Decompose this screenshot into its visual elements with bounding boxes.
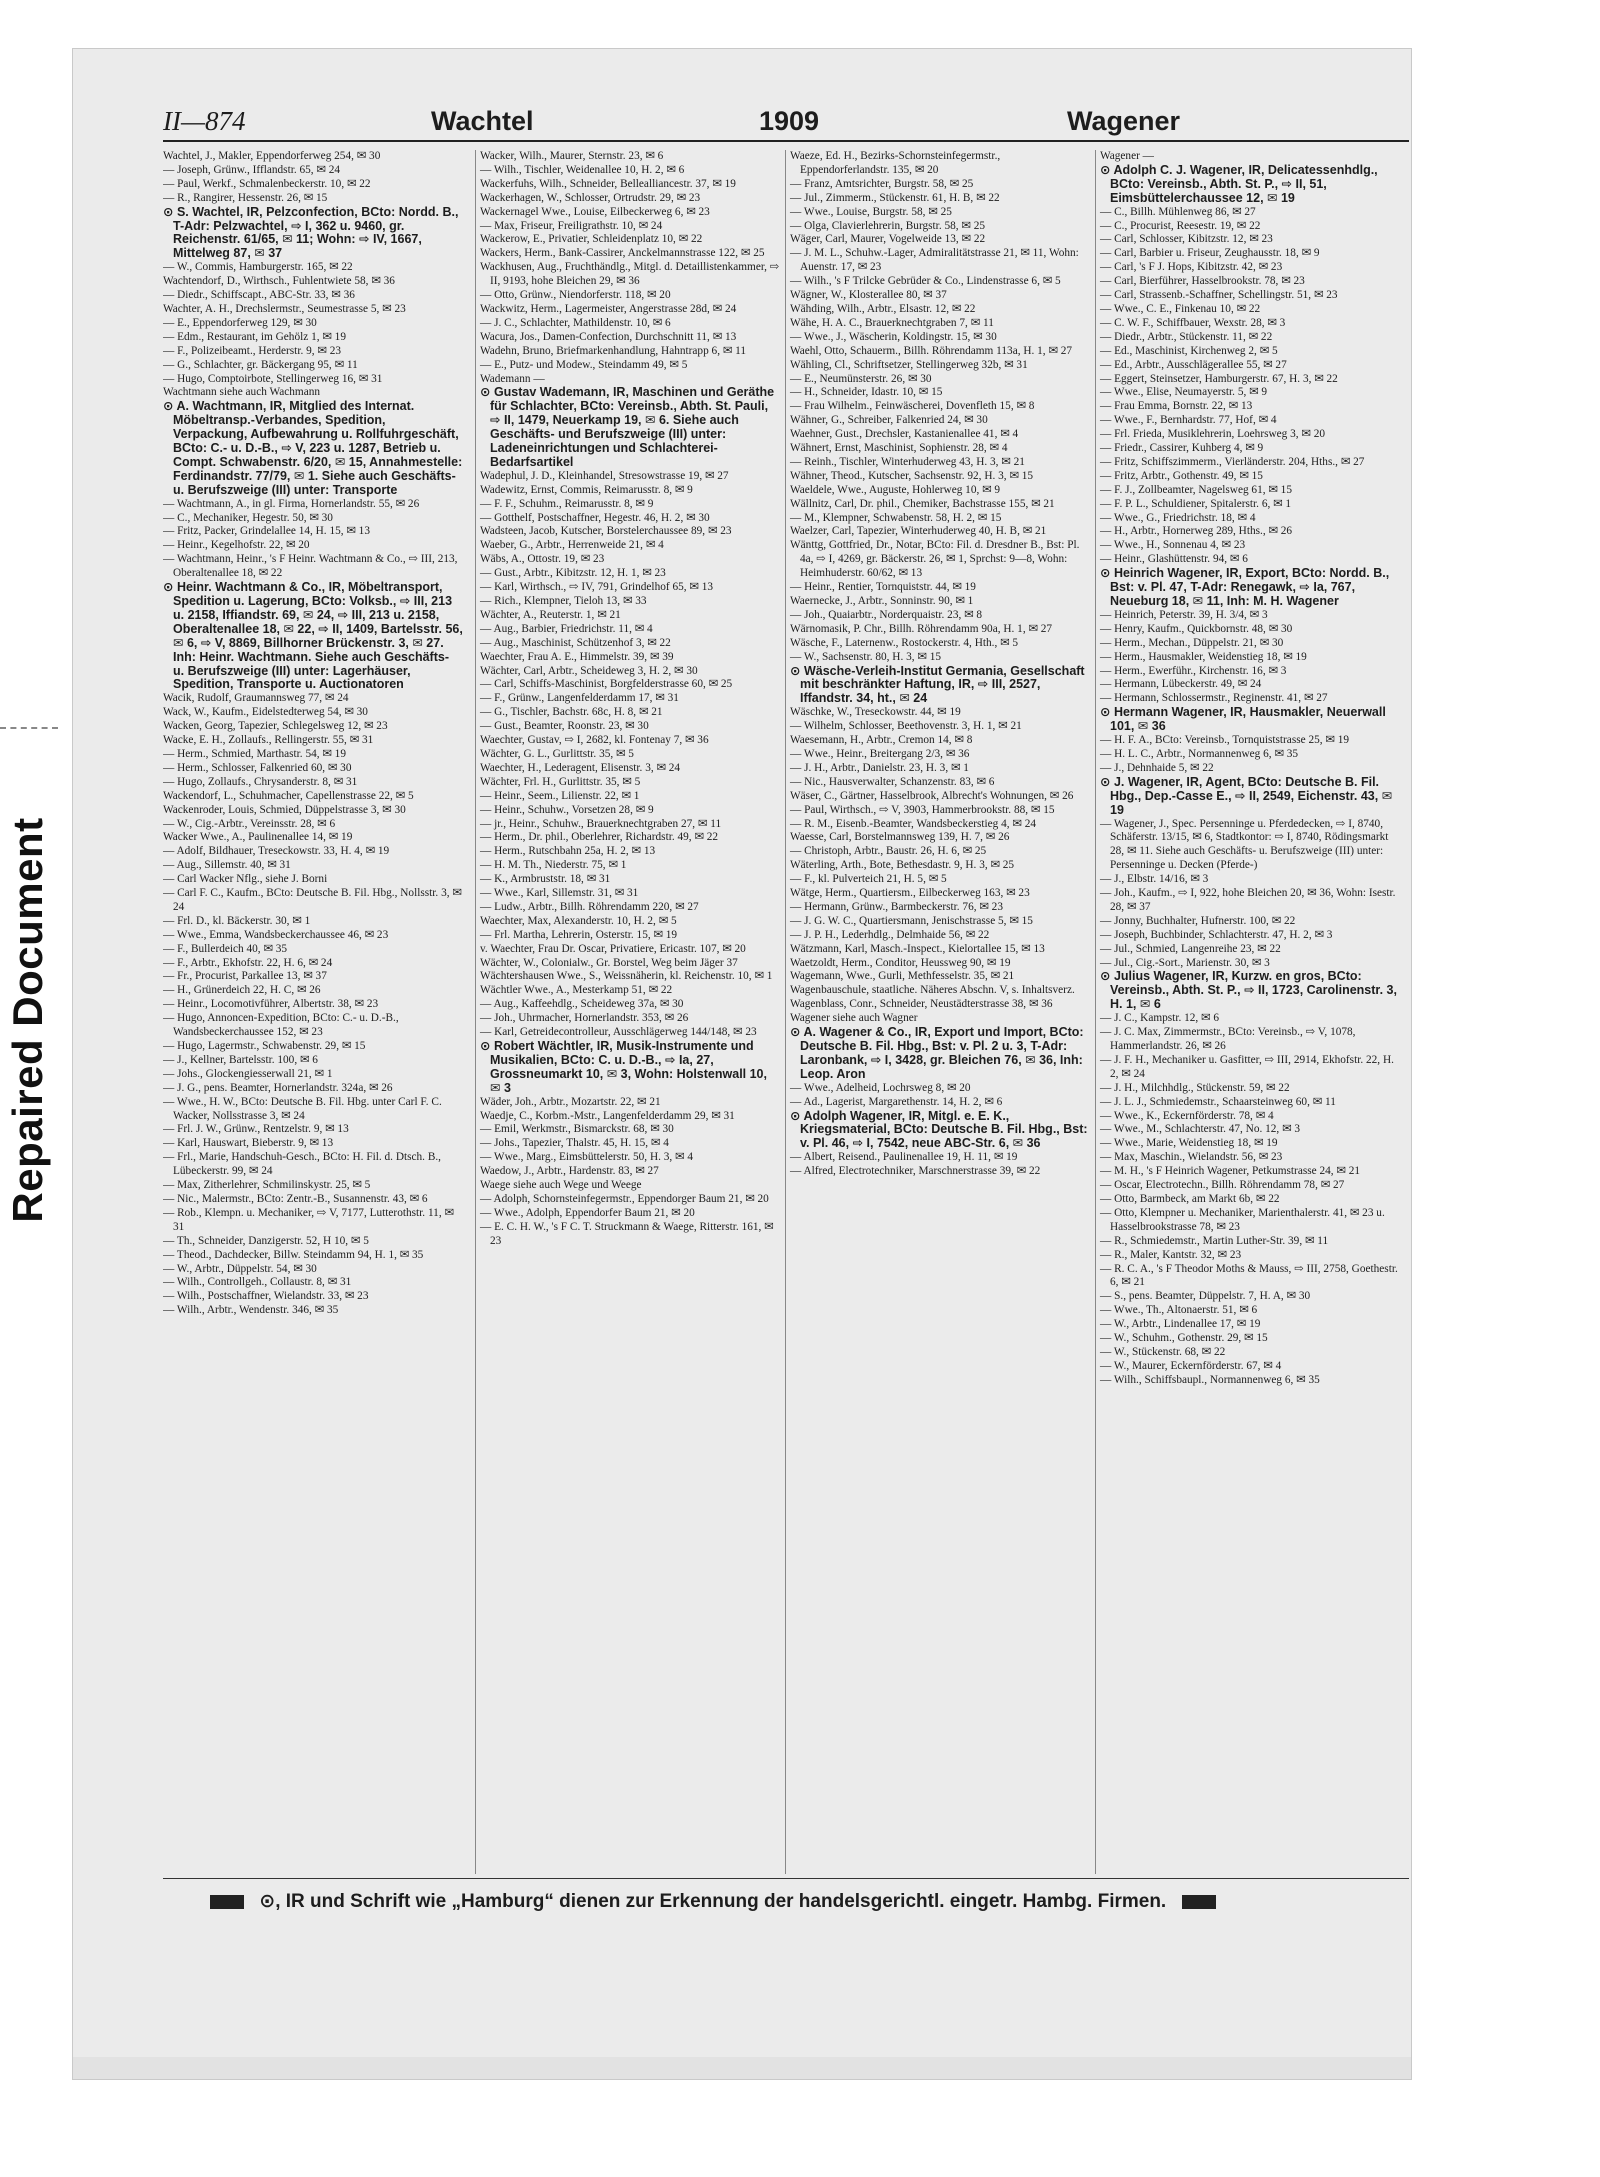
directory-entry: — J., Kellner, Bartelsstr. 100, ✉ 6 [163,1053,318,1066]
directory-entry: — Th., Schneider, Danzigerstr. 52, H 10, ✉ 5 [163,1234,369,1247]
directory-entry: Waechter, Gustav, ⇨ I, 2682, kl. Fontenay 7, ✉ 36 [480,734,709,747]
directory-entry: — W., Maurer, Eckernförderstr. 67, ✉ 4 [1100,1359,1282,1372]
directory-entry: — Wilh., Schiffsbaupl., Normannenweg 6, ✉ 35 [1100,1373,1320,1386]
directory-entry: — Aug., Maschinist, Schützenhof 3, ✉ 22 [480,636,671,649]
directory-entry: Waesse, Carl, Borstelmannsweg 139, H. 7, ✉ 26 [790,831,1010,844]
directory-entry: — F., Bullerdeich 40, ✉ 35 [163,942,288,955]
directory-entry: — Wilhelm, Schlosser, Beethovenstr. 3, H. 1, ✉ 21 [790,720,1022,733]
directory-entry: Wachtendorf, D., Wirthsch., Fuhlentwiete 58, ✉ 36 [163,275,395,288]
directory-entry: — Joh., Uhrmacher, Hornerlandstr. 353, ✉ 26 [480,1012,689,1025]
directory-entry: — Gust., Arbtr., Kibitzstr. 12, H. 1, ✉ 23 [480,567,666,580]
directory-entry: — Heinr., Rentier, Tornquiststr. 44, ✉ 19 [790,581,976,594]
directory-entry: — Karl, Wirthsch., ⇨ IV, 791, Grindelhof 65, ✉ 13 [480,581,713,594]
directory-entry: — Frau Wilhelm., Feinwäscherei, Dovenfleth 15, ✉ 8 [790,400,1035,413]
directory-entry: — Karl, Hauswart, Bieberstr. 9, ✉ 13 [163,1137,334,1150]
directory-entry: — Wwe., H. W., BCto: Deutsche B. Fil. Hbg. unter Carl F. C. Wacker, Nollsstrasse 3, ✉ 24 [163,1095,442,1122]
directory-entry: — Joseph, Buchbinder, Schlachterstr. 47, H. 2, ✉ 3 [1100,928,1333,941]
directory-entry: — F. P. L., Schuldiener, Spitalerstr. 6, ✉ 1 [1100,497,1292,510]
directory-entry: Wack, W., Kaufm., Eidelstedterweg 54, ✉ 30 [163,706,368,719]
directory-entry: — Frl. Frieda, Musiklehrerin, Loehrsweg 3, ✉ 20 [1100,428,1326,441]
directory-entry: ⊙ Robert Wächtler, IR, Musik-Instrumente und Musikalien, BCto: C. u. D.-B., ⇨ Ia, 27, Grossneumarkt 10, ✉ 3, Wohn: Holstenwall 10, ✉ 3 [480,1039,767,1095]
pointing-hand-icon [1182,1895,1216,1909]
directory-entry: Waelzer, Carl, Tapezier, Winterhuderweg 40, H. B, ✉ 21 [790,525,1047,538]
directory-entry: — Jul., Cig.-Sort., Marienstr. 30, ✉ 3 [1100,956,1270,969]
directory-entry: — Heinr., Kegelhofstr. 22, ✉ 20 [163,539,310,552]
directory-entry: — Eggert, Steinsetzer, Hamburgerstr. 67, H. 3, ✉ 22 [1100,372,1338,385]
directory-entry: ⊙ J. Wagener, IR, Agent, BCto: Deutsche B. Fil. Hbg., Dep.-Casse E., ⇨ II, 2549, Eichenstr. 43, ✉ 19 [1100,774,1393,817]
directory-entry: Wäder, Joh., Arbtr., Mozartstr. 22, ✉ 21 [480,1095,661,1108]
directory-entry: Wähner, Theod., Kutscher, Sachsenstr. 92, H. 3, ✉ 15 [790,469,1034,482]
directory-entry: — Joseph, Grünw., Ifflandstr. 65, ✉ 24 [163,163,341,176]
directory-entry: ⊙ Heinrich Wagener, IR, Export, BCto: Nordd. B., Bst: v. Pl. 47, T-Adr: Renegawk, ⇨ Ia, 767, Neueburg 18, ✉ 11, Inh: M. H. Wagener [1100,566,1390,608]
directory-entry: — W., Cig.-Arbtr., Vereinsstr. 28, ✉ 6 [163,817,336,830]
directory-entry: Waechter, Max, Alexanderstr. 10, H. 2, ✉ 5 [480,914,677,927]
pointing-hand-icon [210,1895,244,1909]
directory-entry: Wähnert, Ernst, Maschinist, Sophienstr. 28, ✉ 4 [790,442,1008,455]
directory-entry: — Hermann, Grünw., Barmbeckerstr. 76, ✉ 23 [790,900,1003,913]
directory-entry: — Wachtmann, A., in gl. Firma, Hornerlandstr. 55, ✉ 26 [163,497,420,510]
directory-entry: — Aug., Sillemstr. 40, ✉ 31 [163,859,291,872]
directory-entry: Wäbs, A., Ottostr. 19, ✉ 23 [480,553,605,566]
directory-entry: Waechter, Frau A. E., Himmelstr. 39, ✉ 39 [480,650,674,663]
directory-entry: Wadephul, J. D., Kleinhandel, Stresowstrasse 19, ✉ 27 [480,469,729,482]
directory-entry: — Wilh., Tischler, Weidenallee 10, H. 2, ✉ 6 [480,163,685,176]
directory-entry: — Herm., Schlosser, Falkenried 60, ✉ 30 [163,761,352,774]
directory-entry: ⊙ Heinr. Wachtmann & Co., IR, Möbeltransport, Spedition u. Lagerung, BCto: Volksb., ⇨ III, 213 u. 2158, Iffiandstr. 69, ✉ 24, ⇨ III, 213 u. 2158, Oberaltenallee 18, ✉ 22, ⇨ II, 1409, Bartelsstr. 56, ✉ 6, ⇨ V, 8869, Billhorner Brückenstr. 3, ✉ 27. Inh: Heinr. Wachtmann. Siehe auch Geschäfts- u. Berufszweige (III) unter: Lagerhäuser, Spedition, Transporte u. Auctionatoren [163,580,463,692]
directory-entry: Wäsche, F., Laternenw., Rostockerstr. 4, Hth., ✉ 5 [790,636,1019,649]
directory-entry: Wänttg, Gottfried, Dr., Notar, BCto: Fil. d. Dresdner B., Bst: Pl. 4a, ⇨ I, 4269, gr. Bäckerstr. 26, ✉ 1, Sprchst: 9—8, Wohn: Heimhuderstr. 60/62, ✉ 13 [790,539,1080,580]
directory-entry: Waege siehe auch Wege und Weege [480,1179,642,1192]
directory-entry: Wacik, Rudolf, Graumannsweg 77, ✉ 24 [163,692,349,705]
directory-entry: — Otto, Grünw., Niendorferstr. 118, ✉ 20 [480,289,671,302]
directory-entry: — Wwe., Th., Altonaerstr. 51, ✉ 6 [1100,1304,1258,1317]
directory-entry: — Hugo, Annoncen-Expedition, BCto: C.- u. D.-B., Wandsbeckerchaussee 152, ✉ 23 [163,1012,399,1039]
directory-entry: — Wwe., G., Friedrichstr. 18, ✉ 4 [1100,511,1256,524]
directory-entry: — Franz, Amtsrichter, Burgstr. 58, ✉ 25 [790,177,974,190]
directory-entry: Wägner, W., Klosterallee 80, ✉ 37 [790,289,947,302]
directory-entry: Wadehn, Bruno, Briefmarkenhandlung, Hahntrapp 6, ✉ 11 [480,344,747,357]
directory-entry: — Wilh., Postschaffner, Wielandstr. 33, ✉ 23 [163,1290,369,1303]
directory-entry: — Jul., Zimmerm., Stückenstr. 61, H. B, ✉ 22 [790,191,1000,204]
directory-entry: ⊙ Hermann Wagener, IR, Hausmakler, Neuerwall 101, ✉ 36 [1100,705,1386,734]
directory-entry: — Johs., Tapezier, Thalstr. 45, H. 15, ✉ 4 [480,1137,669,1150]
directory-entry: — Wilh., 's F Trilcke Gebrüder & Co., Lindenstrasse 6, ✉ 5 [790,275,1061,288]
directory-entry: — Joh., Quaiarbtr., Norderquaistr. 23, ✉ 8 [790,608,983,621]
directory-entry: Wätzmann, Karl, Masch.-Inspect., Kielortallee 15, ✉ 13 [790,942,1045,955]
directory-entry: Waehl, Otto, Schauerm., Billh. Röhrendamm 113a, H. 1, ✉ 27 [790,344,1073,357]
directory-entry: Wacke, E. H., Zollaufs., Rellingerstr. 55, ✉ 31 [163,734,374,747]
directory-entry: Wäger, Carl, Maurer, Vogelweide 13, ✉ 22 [790,233,986,246]
directory-entry: — Jul., Schmied, Langenreihe 23, ✉ 22 [1100,942,1281,955]
directory-entry: Waernecke, J., Arbtr., Sonninstr. 90, ✉ 1 [790,595,974,607]
directory-entry: — Theod., Dachdecker, Billw. Steindamm 94, H. 1, ✉ 35 [163,1248,424,1261]
directory-entry: — F., Polizeibeamt., Herderstr. 9, ✉ 23 [163,344,341,357]
directory-entry: — J., Elbstr. 14/16, ✉ 3 [1100,873,1209,886]
directory-entry: — J. C. Max, Zimmermstr., BCto: Vereinsb., ⇨ V, 1078, Hammerlandstr. 26, ✉ 26 [1100,1026,1356,1052]
directory-entry: Wätge, Herm., Quartiersm., Eilbeckerweg 163, ✉ 23 [790,887,1030,900]
directory-entry: — Heinr., Seem., Lilienstr. 22, ✉ 1 [480,789,640,802]
directory-entry: Waechter, H., Lederagent, Elisenstr. 3, ✉ 24 [480,761,681,774]
directory-entry: — Ed., Arbtr., Ausschlägerallee 55, ✉ 27 [1100,358,1287,371]
directory-entry: — Carl, Schiffs-Maschinist, Borgfelderstrasse 60, ✉ 25 [480,678,733,691]
directory-entry: — F. F., Schuhm., Reimarusstr. 8, ✉ 9 [480,497,654,510]
directory-entry: — Max, Friseur, Freiligrathstr. 10, ✉ 24 [480,219,663,232]
directory-entry: — Emil, Werkmstr., Bismarckstr. 68, ✉ 30 [480,1123,674,1136]
directory-entry: — Heinrich, Peterstr. 39, H. 3/4, ✉ 3 [1100,608,1268,621]
directory-entry: — Frl., Marie, Handschuh-Gesch., BCto: H. Fil. d. Dtsch. B., Lübeckerstr. 99, ✉ 24 [163,1151,442,1178]
directory-entry: Wackhusen, Aug., Fruchthändlg., Mitgl. d. Detaillistenkammer, ⇨ II, 9193, hohe Bleichen 29, ✉ 36 [480,261,780,288]
directory-entry: Wähe, H. A. C., Brauerknechtgraben 7, ✉ 11 [790,316,994,329]
directory-entry: — Max, Maschin., Wielandstr. 56, ✉ 23 [1100,1151,1283,1164]
directory-entry: Wackerfuhs, Wilh., Schneider, Bellealliancestr. 37, ✉ 19 [480,177,736,190]
directory-entry: ⊙ Adolph Wagener, IR, Mitgl. e. E. K., Kriegsmaterial, BCto: Deutsche B. Fil. Hbg., Bst: v. Pl. 46, ⇨ I, 7542, neue ABC-Str. 6, ✉ 36 [790,1108,1088,1151]
directory-entry: — J. M. L., Schuhw.-Lager, Admiralitätstrasse 21, ✉ 11, Wohn: Auenstr. 17, ✉ 23 [790,247,1079,274]
directory-entry: Wachtmann siehe auch Wachmann [163,386,321,399]
header-first-name: Wachtel [431,106,534,136]
directory-entry: — J. C., Kampstr. 12, ✉ 6 [1100,1012,1219,1025]
directory-entry: — J. F. H., Mechaniker u. Gasfitter, ⇨ III, 2914, Ekhofstr. 22, H. 2, ✉ 24 [1100,1053,1394,1080]
directory-entry: Wachtel, J., Makler, Eppendorferweg 254, ✉ 30 [163,150,381,162]
directory-entry: — Frl. J. W., Grünw., Rentzelstr. 9, ✉ 13 [163,1123,349,1136]
directory-entry: — Carl, Barbier u. Friseur, Zeughausstr. 18, ✉ 9 [1100,247,1320,260]
directory-entry: — Herm., Rutschbahn 25a, H. 2, ✉ 13 [480,845,656,858]
directory-column-4 [1095,150,1400,1874]
directory-entry: — Max, Zitherlehrer, Schmilinskystr. 25, ✉ 5 [163,1179,371,1192]
directory-entry: — Joh., Kaufm., ⇨ I, 922, hohe Bleichen 20, ✉ 36, Wohn: Isestr. 28, ✉ 37 [1100,887,1396,913]
directory-entry: — Wwe., Emma, Wandsbeckerchaussee 46, ✉ 23 [163,928,389,941]
directory-entry: — Wwe., H., Sonnenau 4, ✉ 23 [1100,539,1246,552]
directory-entry: — H., Schneider, Idastr. 10, ✉ 15 [790,386,943,399]
directory-entry: — Hermann, Schlossermstr., Reginenstr. 41, ✉ 27 [1100,692,1328,705]
directory-entry: — Diedr., Schiffscapt., ABC-Str. 33, ✉ 36 [163,289,355,302]
directory-entry: — Wwe., F., Bernhardstr. 77, Hof, ✉ 4 [1100,414,1277,427]
directory-entry: — Diedr., Arbtr., Stückenstr. 11, ✉ 22 [1100,330,1273,343]
directory-entry: — M., Klempner, Schwabenstr. 58, H. 2, ✉ 15 [790,511,1002,524]
directory-entry: Wagener siehe auch Wagner [790,1012,918,1025]
directory-entry: — F., Arbtr., Ekhofstr. 22, H. 6, ✉ 24 [163,956,333,969]
directory-entry: — J. H., Milchhdlg., Stückenstr. 59, ✉ 22 [1100,1081,1290,1094]
directory-entry: — W., Sachsenstr. 80, H. 3, ✉ 15 [790,650,941,663]
directory-entry: — Edm., Restaurant, im Gehölz 1, ✉ 19 [163,330,346,343]
directory-entry: — Christoph, Arbtr., Baustr. 26, H. 6, ✉ 25 [790,845,987,858]
directory-entry: — Gotthelf, Postschaffner, Hegestr. 46, H. 2, ✉ 30 [480,511,710,524]
directory-column-3 [785,150,1090,1874]
directory-entry: — Ludw., Arbtr., Billh. Röhrendamm 220, ✉ 27 [480,900,699,913]
directory-entry: ⊙ A. Wagener & Co., IR, Export und Import, BCto: Deutsche B. Fil. Hbg., Bst: v. Pl. 2 u. 3, T-Adr: Laronbank, ⇨ I, 3428, gr. Bleichen 76, ✉ 36, Inh: Leop. Aron [790,1025,1084,1081]
directory-entry: Wäschke, W., Treseckowstr. 44, ✉ 19 [790,706,961,719]
directory-entry: — H., Arbtr., Hornerweg 289, Hths., ✉ 26 [1100,525,1293,538]
directory-entry: — F., kl. Pulverteich 21, H. 5, ✉ 5 [790,873,947,886]
directory-entry: Wacura, Jos., Damen-Confection, Durchschnitt 11, ✉ 13 [480,330,737,343]
directory-entry: — Adolf, Bildhauer, Treseckowstr. 33, H. 4, ✉ 19 [163,845,390,858]
directory-entry: — Olga, Clavierlehrerin, Burgstr. 58, ✉ 25 [790,219,985,232]
directory-entry: — Herm., Ewerführ., Kirchenstr. 16, ✉ 3 [1100,664,1287,677]
directory-entry: — Wwe., Adelheid, Lochrsweg 8, ✉ 20 [790,1081,971,1094]
directory-entry: Wähling, Cl., Schriftsetzer, Stellingerweg 32b, ✉ 31 [790,358,1028,371]
directory-entry: — Wilh., Controllgeh., Collaustr. 8, ✉ 31 [163,1276,352,1289]
directory-entry: Wäser, C., Gärtner, Hasselbrook, Albrecht's Wohnungen, ✉ 26 [790,789,1074,802]
directory-entry: — Wachtmann, Heinr., 's F Heinr. Wachtmann & Co., ⇨ III, 213, Oberaltenallee 18, ✉ 22 [163,553,458,580]
directory-entry: Wadsteen, Jacob, Kutscher, Borstelerchaussee 89, ✉ 23 [480,525,732,538]
directory-entry: — G., Schlachter, gr. Bäckergang 95, ✉ 11 [163,358,358,371]
directory-entry: — Ed., Maschinist, Kirchenweg 2, ✉ 5 [1100,344,1278,357]
directory-entry: — Herm., Hausmakler, Weidenstieg 18, ✉ 19 [1100,650,1307,663]
directory-entry: — Hugo, Comptoirbote, Stellingerweg 16, ✉ 31 [163,372,383,385]
directory-entry: ⊙ Gustav Wademann, IR, Maschinen und Geräthe für Schlachter, BCto: Vereinsb., Abth. St. Pauli, ⇨ II, 1479, Neuerkamp 19, ✉ 6. Siehe auch Geschäfts- und Berufszweige (III) unter: Ladeneinrichtungen und Schlachterei-Bedarfsartikel [480,385,775,469]
directory-entry: — Paul, Werkf., Schmalenbeckerstr. 10, ✉ 22 [163,177,371,190]
directory-entry: — Reinh., Tischler, Winterhuderweg 43, H. 3, ✉ 21 [790,455,1025,468]
side-label-text: Repaired Document [4,817,51,1223]
directory-entry: Wächter, A., Reuterstr. 1, ✉ 21 [480,608,621,621]
directory-entry: — Friedr., Cassirer, Kuhberg 4, ✉ 9 [1100,442,1264,455]
directory-entry: — K., Armbruststr. 18, ✉ 31 [480,873,611,886]
directory-entry: Wächter, G. L., Gurlittstr. 35, ✉ 5 [480,747,634,760]
directory-entry: Wähding, Wilh., Arbtr., Elsastr. 12, ✉ 22 [790,302,976,315]
directory-entry: Wäterling, Arth., Bote, Bethesdastr. 9, H. 3, ✉ 25 [790,859,1015,872]
directory-entry: ⊙ A. Wachtmann, IR, Mitglied des Internat. Möbeltransp.-Verbandes, Spedition, Verpackung, Aufbewahrung u. Rollfuhrgeschäft, BCto: C.- u. D.-B., ⇨ V, 223 u. 1287, Betrieb u. Compt. Schwabenstr. 6/20, ✉ 15, Annahmestelle: Ferdinandstr. 77/79, ✉ 1. Siehe auch Geschäfts- u. Berufszweige (III) unter: Transporte [163,399,463,497]
directory-entry: Wadewitz, Ernst, Commis, Reimarusstr. 8, ✉ 9 [480,483,693,496]
directory-entry: — Gust., Beamter, Roonstr. 23, ✉ 30 [480,720,649,733]
directory-entry: Wackwitz, Herm., Lagermeister, Angerstrasse 28d, ✉ 24 [480,302,737,315]
directory-entry: — Carl, Bierführer, Hasselbrookstr. 78, ✉ 23 [1100,275,1305,288]
header-last-name: Wagener [1067,106,1181,136]
directory-column-1 [163,150,463,1874]
directory-entry: — Jonny, Buchhalter, Hufnerstr. 100, ✉ 22 [1100,914,1296,927]
directory-entry: ⊙ Julius Wagener, IR, Kurzw. en gros, BCto: Vereinsb., Abth. St. P., ⇨ II, 1723, Carolinenstr. 3, H. 1, ✉ 6 [1100,969,1397,1012]
directory-entry: Wackers, Herm., Bank-Cassirer, Anckelmannstrasse 122, ✉ 25 [480,247,765,260]
directory-entry: Wächter, Carl, Arbtr., Scheideweg 3, H. 2, ✉ 30 [480,664,698,677]
directory-entry: — Fritz, Schiffszimmerm., Vierländerstr. 204, Hths., ✉ 27 [1100,455,1365,468]
directory-entry: ⊙ Adolph C. J. Wagener, IR, Delicatessenhdlg., BCto: Vereinsb., Abth. St. P., ⇨ II, 51, Eimsbüttelerchaussee 12, ✉ 19 [1100,162,1378,205]
directory-entry: — Nic., Hausverwalter, Schanzenstr. 83, ✉ 6 [790,775,995,788]
directory-entry: — Albert, Reisend., Paulinenallee 19, H. 11, ✉ 19 [790,1151,1018,1164]
directory-entry: — Ad., Lagerist, Margarethenstr. 14, H. 2, ✉ 6 [790,1095,1003,1108]
directory-entry: Wackendorf, L., Schuhmacher, Capellenstrasse 22, ✉ 5 [163,789,414,802]
directory-entry: — H. L. C., Arbtr., Normannenweg 6, ✉ 35 [1100,747,1299,760]
directory-entry: Wacken, Georg, Tapezier, Schlegelsweg 12, ✉ 23 [163,720,388,733]
directory-entry: — Herm., Schmied, Marthastr. 54, ✉ 19 [163,747,346,760]
directory-entry: — R. M., Eisenb.-Beamter, Wandsbeckerstieg 4, ✉ 24 [790,817,1037,830]
directory-entry: — E. C. H. W., 's F C. T. Struckmann & Waege, Ritterstr. 161, ✉ 23 [480,1220,774,1247]
directory-entry: Wagenbauschule, staatliche. Näheres Abschn. V, s. Inhaltsverz. [790,984,1075,997]
directory-entry: — Frl. Martha, Lehrerin, Osterstr. 15, ✉ 19 [480,928,678,941]
directory-entry: — R., Rangirer, Hessenstr. 26, ✉ 15 [163,191,328,204]
directory-entry: — W., Arbtr., Düppelstr. 54, ✉ 30 [163,1262,317,1275]
directory-entry: — Heinr., Schuhw., Vorsetzen 28, ✉ 9 [480,803,654,816]
directory-entry: — Carl, Strassenb.-Schaffner, Schellingstr. 51, ✉ 23 [1100,289,1338,302]
directory-entry: — Rich., Klempner, Tieloh 13, ✉ 33 [480,595,647,607]
directory-entry: — Otto, Barmbeck, am Markt 6b, ✉ 22 [1100,1192,1280,1205]
side-divider [0,727,58,729]
directory-entry: — Otto, Klempner u. Mechaniker, Marienthalerstr. 41, ✉ 23 u. Hasselbrookstrasse 78, ✉ 23 [1100,1206,1385,1233]
directory-entry: — H. F. A., BCto: Vereinsb., Tornquiststrasse 25, ✉ 19 [1100,734,1349,747]
directory-entry: Wachter, A. H., Drechslermstr., Seumestrasse 5, ✉ 23 [163,302,406,315]
header-year: 1909 [759,106,820,136]
directory-entry: — S., pens. Beamter, Düppelstr. 7, H. A, ✉ 30 [1100,1290,1311,1303]
directory-entry: Wächter, Frl. H., Gurlittstr. 35, ✉ 5 [480,775,641,788]
directory-entry: Wademann — [480,372,545,385]
directory-entry: — Wwe., C. E., Finkenau 10, ✉ 22 [1100,302,1261,315]
directory-entry: Waedje, C., Korbm.-Mstr., Langenfelderdamm 29, ✉ 31 [480,1109,735,1122]
directory-entry: Wackerow, E., Privatier, Schleidenplatz 10, ✉ 22 [480,233,703,246]
directory-entry: — R. C. A., 's F Theodor Moths & Mauss, ⇨ III, 2758, Goethestr. 6, ✉ 21 [1100,1262,1398,1289]
directory-entry: — F. J., Zollbeamter, Nagelsweg 61, ✉ 15 [1100,483,1292,496]
directory-entry: — J. H., Arbtr., Danielstr. 23, H. 3, ✉ 1 [790,761,969,774]
directory-entry: — R., Maler, Kantstr. 32, ✉ 23 [1100,1248,1242,1261]
directory-entry: — Carl, 's F J. Hops, Kibitzstr. 42, ✉ 23 [1100,261,1283,274]
directory-entry: — C. W. F., Schiffbauer, Wexstr. 28, ✉ 3 [1100,316,1286,329]
directory-entry: Wächtler Wwe., A., Mesterkamp 51, ✉ 22 [480,984,673,997]
directory-entry: Wärnomasik, P. Chr., Billh. Röhrendamm 90a, H. 1, ✉ 27 [790,622,1053,635]
directory-entry: — J. G., pens. Beamter, Hornerlandstr. 324a, ✉ 26 [163,1081,393,1094]
directory-entry: — Nic., Malermstr., BCto: Zentr.-B., Susannenstr. 43, ✉ 6 [163,1192,428,1205]
directory-entry: — M. H., 's F Heinrich Wagener, Petkumstrasse 24, ✉ 21 [1100,1165,1360,1178]
directory-entry: Wagenblass, Conr., Schneider, Neustädterstrasse 38, ✉ 36 [790,998,1053,1011]
directory-entry: — Fritz, Arbtr., Gothenstr. 49, ✉ 15 [1100,469,1263,482]
directory-entry: Wällnitz, Carl, Dr. phil., Chemiker, Bachstrasse 155, ✉ 21 [790,497,1055,510]
directory-entry: — Fritz, Packer, Grindelallee 14, H. 15, ✉ 13 [163,525,370,538]
directory-entry: v. Waechter, Frau Dr. Oscar, Privatiere, Ericastr. 107, ✉ 20 [480,942,746,955]
directory-entry: — J. P. H., Lederhdlg., Delmhaide 56, ✉ 22 [790,928,990,941]
directory-entry: — Adolph, Schornsteinfegermstr., Eppendorger Baum 21, ✉ 20 [480,1192,769,1205]
directory-entry: — J. L. J., Schmiedemstr., Schaarsteinweg 60, ✉ 11 [1100,1095,1336,1108]
directory-entry: — C., Billh. Mühlenweg 86, ✉ 27 [1100,205,1256,218]
directory-entry: — W., Stückenstr. 68, ✉ 22 [1100,1345,1226,1358]
directory-columns [163,150,1409,1874]
directory-entry: — Heinr., Locomotivführer, Albertstr. 38, ✉ 23 [163,998,379,1011]
directory-entry: — Wwe., Marie, Weidenstieg 18, ✉ 19 [1100,1137,1278,1150]
directory-column-2 [475,150,780,1874]
directory-entry: — C., Procurist, Reesestr. 19, ✉ 22 [1100,219,1261,232]
directory-entry: Wackerhagen, W., Schlosser, Ortrudstr. 29, ✉ 23 [480,191,701,204]
directory-entry: — Wwe., Marg., Eimsbüttelerstr. 50, H. 3, ✉ 4 [480,1151,693,1164]
directory-entry: Wacker Wwe., A., Paulinenallee 14, ✉ 19 [163,831,353,844]
page-footer [200,1890,1380,1914]
directory-entry: — Frau Emma, Bornstr. 22, ✉ 13 [1100,400,1253,413]
directory-entry: — R., Schmiedemstr., Martin Luther-Str. 39, ✉ 11 [1100,1234,1329,1247]
directory-entry: — H. M. Th., Niederstr. 75, ✉ 1 [480,859,627,872]
directory-entry: Waeze, Ed. H., Bezirks-Schornsteinfegermstr., Eppendorferlandstr. 135, ✉ 20 [790,150,1001,176]
directory-entry: — Paul, Wirthsch., ⇨ V, 3903, Hammerbrookstr. 88, ✉ 15 [790,803,1055,816]
directory-entry: Waetzoldt, Herm., Conditor, Heussweg 90, ✉ 19 [790,956,1011,969]
directory-entry: — Herm., Mechan., Düppelstr. 21, ✉ 30 [1100,636,1284,649]
directory-entry: — W., Schuhm., Gothenstr. 29, ✉ 15 [1100,1332,1268,1345]
directory-entry: — Wilh., Arbtr., Wendenstr. 346, ✉ 35 [163,1304,339,1317]
directory-entry: Wächtershausen Wwe., S., Weissnäherin, kl. Reichenstr. 10, ✉ 1 [480,970,773,983]
directory-entry: — G., Tischler, Bachstr. 68c, H. 8, ✉ 21 [480,706,663,719]
directory-entry: — Carl, Schlosser, Kibitzstr. 12, ✉ 23 [1100,233,1273,246]
directory-entry: Wacker, Wilh., Maurer, Sternstr. 23, ✉ 6 [480,150,664,162]
footer-note: ⊙, IR und Schrift wie „Hamburg“ dienen zur Erkennung der handelsgerichtl. eingetr. Hambg. Firmen. [259,1891,1167,1912]
directory-entry: ⊙ S. Wachtel, IR, Pelzconfection, BCto: Nordd. B., T-Adr: Pelzwachtel, ⇨ I, 362 u. 9460, gr. Reichenstr. 61/65, ✉ 11; Wohn: ⇨ IV, 1667, Mittelweg 87, ✉ 37 [163,204,459,261]
directory-entry: — W., Commis, Hamburgerstr. 165, ✉ 22 [163,261,353,274]
directory-entry: — Frl. D., kl. Bäckerstr. 30, ✉ 1 [163,914,311,927]
directory-entry: Wähner, G., Schreiber, Falkenried 24, ✉ 30 [790,414,988,427]
directory-entry: ⊙ Wäsche-Verleih-Institut Germania, Gesellschaft mit beschränkter Haftung, IR, ⇨ III, 2527, Iffandstr. 34, ht., ✉ 24 [790,663,1085,706]
directory-entry: — Heinr., Glashüttenstr. 94, ✉ 6 [1100,553,1248,566]
directory-entry: — J., Dehnhaide 5, ✉ 22 [1100,761,1214,774]
directory-entry: Waeber, G., Arbtr., Herrenweide 21, ✉ 4 [480,539,664,552]
directory-entry: — Wwe., J., Wäscherin, Koldingstr. 15, ✉ 30 [790,330,997,343]
repaired-document-label [0,760,58,1280]
directory-entry: — E., Putz- und Modew., Steindamm 49, ✉ 5 [480,358,688,371]
page-number: II—874 [163,106,246,136]
page-header [163,106,1409,142]
directory-entry: — Hermann, Lübeckerstr. 49, ✉ 24 [1100,678,1262,691]
directory-entry: — C., Mechaniker, Hegestr. 50, ✉ 30 [163,511,333,524]
directory-entry: — Wagener, J., Spec. Persenninge u. Pferdedecken, ⇨ I, 8740, Schäferstr. 13/15, ✉ 6, Stadtkontor: ⇨ I, 8740, Rödingsmarkt 28, ✉ 11. Siehe auch Geschäfts- u. Berufszweige (III) unter: Persenninge u. Decken (Pferde-) [1100,817,1389,872]
directory-entry: — Hugo, Zollaufs., Chrysanderstr. 8, ✉ 31 [163,775,358,788]
directory-entry: — Hugo, Lagermstr., Schwabenstr. 29, ✉ 15 [163,1040,366,1052]
directory-entry: — Oscar, Electrotechn., Billh. Röhrendamm 78, ✉ 27 [1100,1179,1345,1192]
directory-entry: — E., Eppendorferweg 129, ✉ 30 [163,316,317,329]
directory-entry: Waesemann, H., Arbtr., Cremon 14, ✉ 8 [790,734,973,747]
footer-rule [163,1878,1409,1879]
directory-entry: Wächter, W., Colonialw., Gr. Borstel, Weg beim Jäger 37 [480,956,738,969]
directory-entry: — Wwe., Adolph, Eppendorfer Baum 21, ✉ 20 [480,1206,695,1219]
directory-entry: — Johs., Glockengiesserwall 21, ✉ 1 [163,1067,333,1080]
directory-entry: Wackenroder, Louis, Schmied, Düppelstrasse 3, ✉ 30 [163,803,406,816]
directory-entry: — Carl Wacker Nflg., siehe J. Borni [163,873,328,886]
directory-entry: — J. G. W. C., Quartiersmann, Jenischstrasse 5, ✉ 15 [790,914,1033,927]
directory-entry: — Aug., Barbier, Friedrichstr. 11, ✉ 4 [480,622,653,635]
directory-entry: — Herm., Dr. phil., Oberlehrer, Richardstr. 49, ✉ 22 [480,831,719,844]
directory-entry: — Carl F. C., Kaufm., BCto: Deutsche B. Fil. Hbg., Nollsstr. 3, ✉ 24 [163,887,462,913]
directory-entry: Wagemann, Wwe., Gurli, Methfesselstr. 35, ✉ 21 [790,970,1015,983]
directory-entry: — H., Grünerdeich 22, H. C, ✉ 26 [163,984,321,997]
directory-entry: — Fr., Procurist, Parkallee 13, ✉ 37 [163,970,327,983]
directory-entry: — Wwe., M., Schlachterstr. 47, No. 12, ✉ 3 [1100,1123,1301,1136]
directory-entry: — Wwe., Karl, Sillemstr. 31, ✉ 31 [480,887,639,900]
directory-entry: — J. C., Schlachter, Mathildenstr. 10, ✉ 6 [480,316,671,329]
directory-entry: — Wwe., Elise, Neumayerstr. 5, ✉ 9 [1100,386,1268,399]
directory-entry: — Karl, Getreidecontrolleur, Ausschlägerweg 144/148, ✉ 23 [480,1026,757,1039]
directory-entry: — E., Neumünsterstr. 26, ✉ 30 [790,372,932,385]
directory-entry: — Alfred, Electrotechniker, Marschnerstrasse 39, ✉ 22 [790,1165,1041,1178]
directory-entry: Wagener — [1100,150,1154,162]
directory-entry: — Aug., Kaffeehdlg., Scheideweg 37a, ✉ 30 [480,998,684,1011]
directory-entry: Waeldele, Wwe., Auguste, Hohlerweg 10, ✉ 9 [790,483,1001,496]
directory-entry: — jr., Heinr., Schuhw., Brauerknechtgraben 27, ✉ 11 [480,817,722,830]
directory-entry: — W., Arbtr., Lindenallee 17, ✉ 19 [1100,1318,1261,1331]
directory-entry: Wackernagel Wwe., Louise, Eilbeckerweg 6, ✉ 23 [480,205,710,218]
directory-entry: — Wwe., Heinr., Breitergang 2/3, ✉ 36 [790,747,970,760]
directory-entry: — Rob., Klempn. u. Mechaniker, ⇨ V, 7177, Lutterothstr. 11, ✉ 31 [163,1206,454,1233]
directory-entry: — Henry, Kaufm., Quickbornstr. 48, ✉ 30 [1100,622,1293,635]
directory-entry: — F., Grünw., Langenfelderdamm 17, ✉ 31 [480,692,679,705]
directory-entry: Waedow, J., Arbtr., Hardenstr. 83, ✉ 27 [480,1165,659,1178]
directory-entry: Waehner, Gust., Drechsler, Kastanienallee 41, ✉ 4 [790,428,1019,441]
directory-entry: — Wwe., K., Eckernförderstr. 78, ✉ 4 [1100,1109,1274,1122]
directory-entry: — Wwe., Louise, Burgstr. 58, ✉ 25 [790,205,952,218]
